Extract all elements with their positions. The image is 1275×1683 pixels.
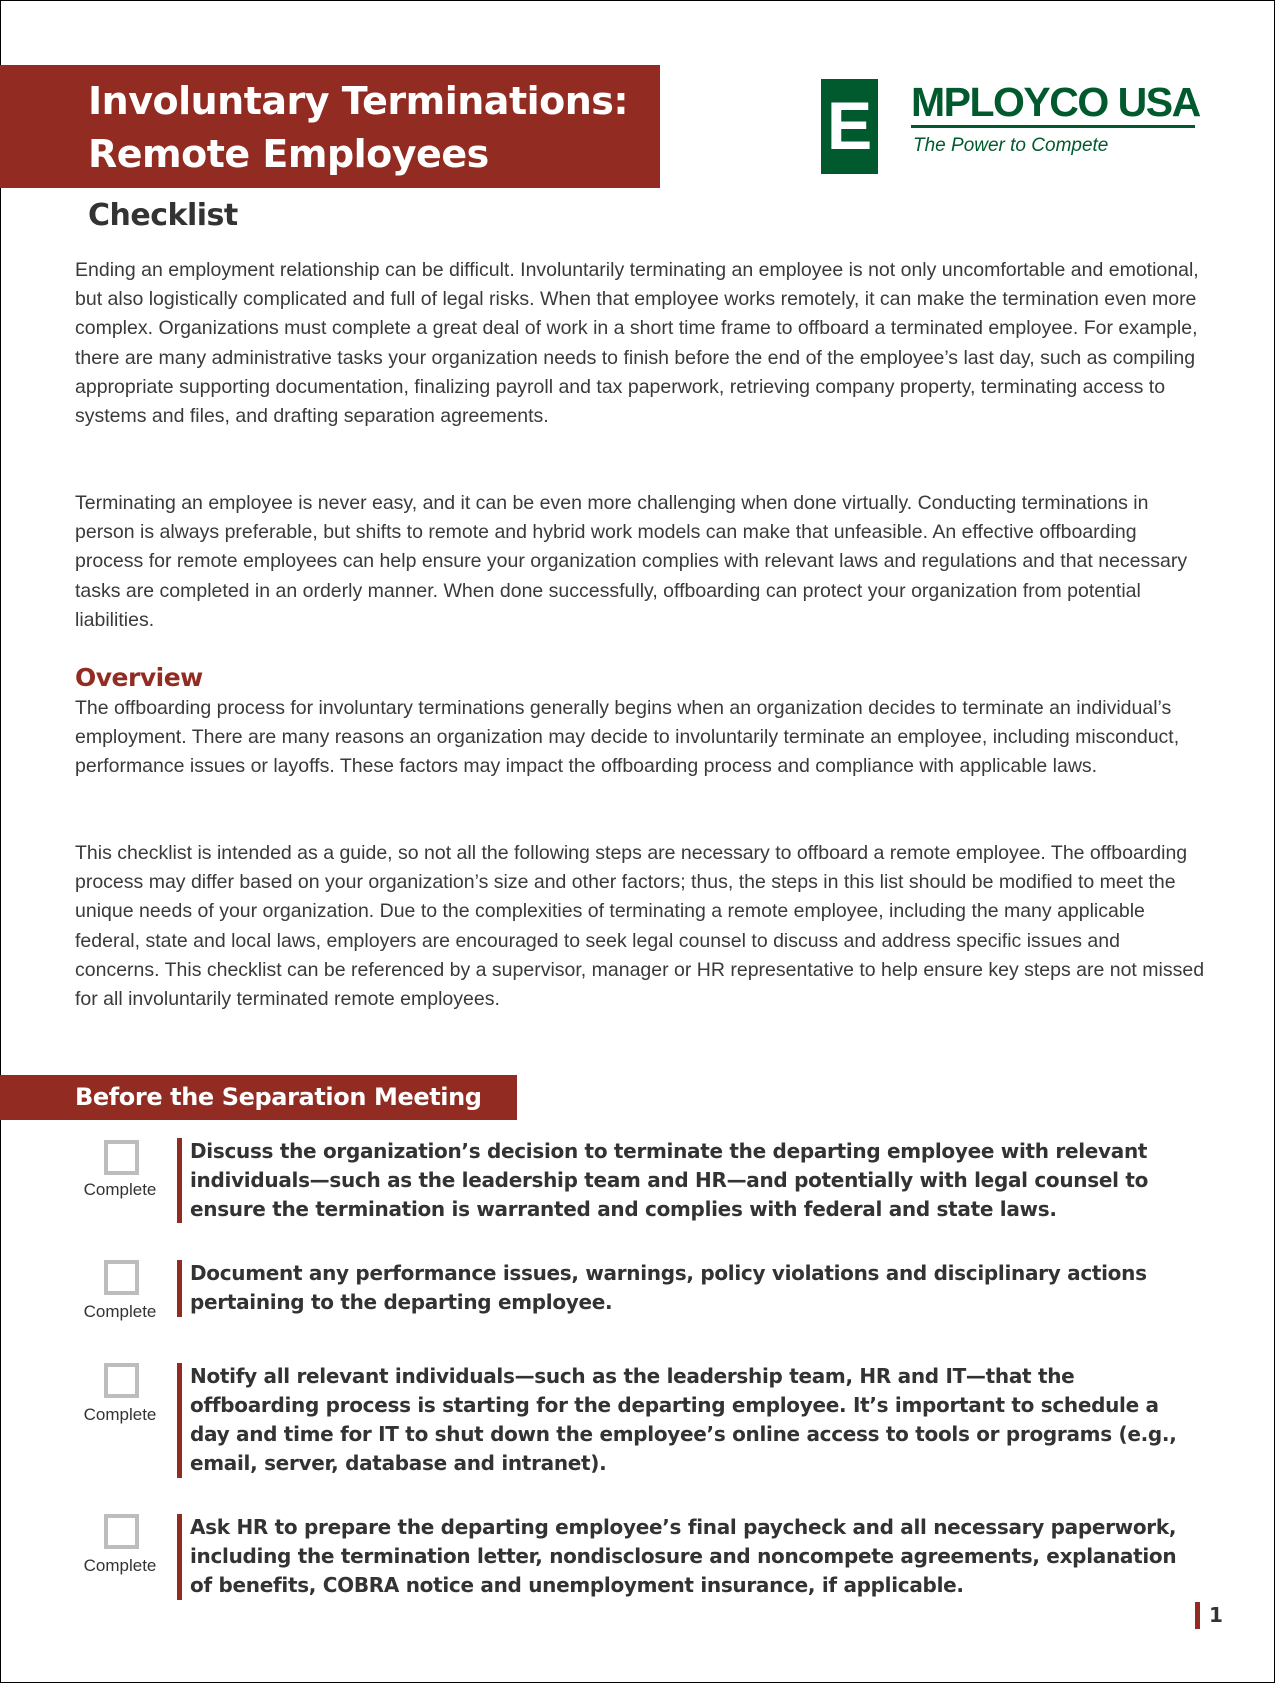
logo-divider [911,125,1195,128]
complete-label: Complete [83,1302,157,1321]
checklist-item-text: Document any performance issues, warnings, policy violations and disciplinary actions pertaining to the departing employee. [190,1261,1147,1314]
title-banner [0,65,660,188]
logo-letter: E [826,88,873,164]
logo-e-block [821,79,878,174]
section-banner [0,1075,517,1120]
complete-label: Complete [83,1180,157,1199]
item-accent-bar [177,1363,182,1478]
item-accent-bar [177,1514,182,1600]
checklist-item-text: Discuss the organization’s decision to terminate the departing employee with relevant individuals—such as the leadership team and HR—and potentially with legal counsel to ensure the termination is warranted and complies with federal and state laws. [190,1139,1149,1221]
document-subtitle: Checklist [88,198,238,233]
company-logo [821,79,1200,174]
logo-tagline: The Power to Compete [913,135,1109,156]
complete-checkbox[interactable] [104,1363,139,1398]
intro-paragraph: Terminating an employee is never easy, and it can be even more challenging when done virtually. Conducting terminations in person is always preferable, but shifts to remote and hybrid work models can make that unfeasible. An effective offboarding process for remote employees can help ensure your organization complies with relevant laws and regulations and that necessary tasks are completed in an orderly manner. When done successfully, offboarding can protect your organization from potential liabilities. [75,492,1188,631]
checklist-item-text: Ask HR to prepare the departing employee’s final paycheck and all necessary paperwork, including the termination letter, nondisclosure and noncompete agreements, explanation of benefits, COBRA notice and unemployment insurance, if applicable. [190,1515,1177,1597]
intro-paragraph: Ending an employment relationship can be difficult. Involuntarily terminating an employee is not only uncomfortable and emotional, but also logistically complicated and full of legal risks. When that employee works remotely, it can make the termination even more complex. Organizations must complete a great deal of work in a short time frame to offboard a terminated employee. For example, there are many administrative tasks your organization needs to finish before the end of the employee’s last day, such as compiling appropriate supporting documentation, finalizing payroll and tax paperwork, retrieving company property, terminating access to systems and files, and drafting separation agreements. [75,259,1199,428]
page-number-accent [1195,1602,1200,1629]
logo-company-name: MPLOYCO USA [911,79,1200,125]
complete-label: Complete [83,1556,157,1575]
item-accent-bar [177,1138,182,1223]
complete-checkbox[interactable] [104,1260,139,1295]
page-number: 1 [1209,1603,1223,1627]
item-accent-bar [177,1260,182,1317]
title-line-1: Involuntary Terminations: [88,79,629,123]
overview-heading: Overview [75,663,203,692]
overview-paragraph: The offboarding process for involuntary terminations generally begins when an organization decides to terminate an individual’s employment. There are many reasons an organization may decide to involuntarily terminate an employee, including misconduct, performance issues or layoffs. These factors may impact the offboarding process and compliance with applicable laws. [75,697,1180,778]
complete-checkbox[interactable] [104,1140,139,1175]
title-line-2: Remote Employees [88,132,489,176]
complete-label: Complete [83,1405,157,1424]
section-title: Before the Separation Meeting [75,1083,482,1111]
checklist-item-text: Notify all relevant individuals—such as the leadership team, HR and IT—that the offboarding process is starting for the departing employee. It’s important to schedule a day and time for IT to shut down the employee’s online access to tools or programs (e.g., email, server, database and intranet). [190,1364,1177,1475]
page-title [88,75,628,181]
overview-paragraph: This checklist is intended as a guide, so not all the following steps are necessary to offboard a remote employee. The offboarding process may differ based on your organization’s size and other factors; thus, the steps in this list should be modified to meet the unique needs of your organization. Due to the complexities of terminating a remote employee, including the many applicable federal, state and local laws, employers are encouraged to seek legal counsel to discuss and address specific issues and concerns. This checklist can be referenced by a supervisor, manager or HR representative to help ensure key steps are not missed for all involuntarily terminated remote employees. [75,842,1205,1011]
complete-checkbox[interactable] [104,1514,139,1549]
